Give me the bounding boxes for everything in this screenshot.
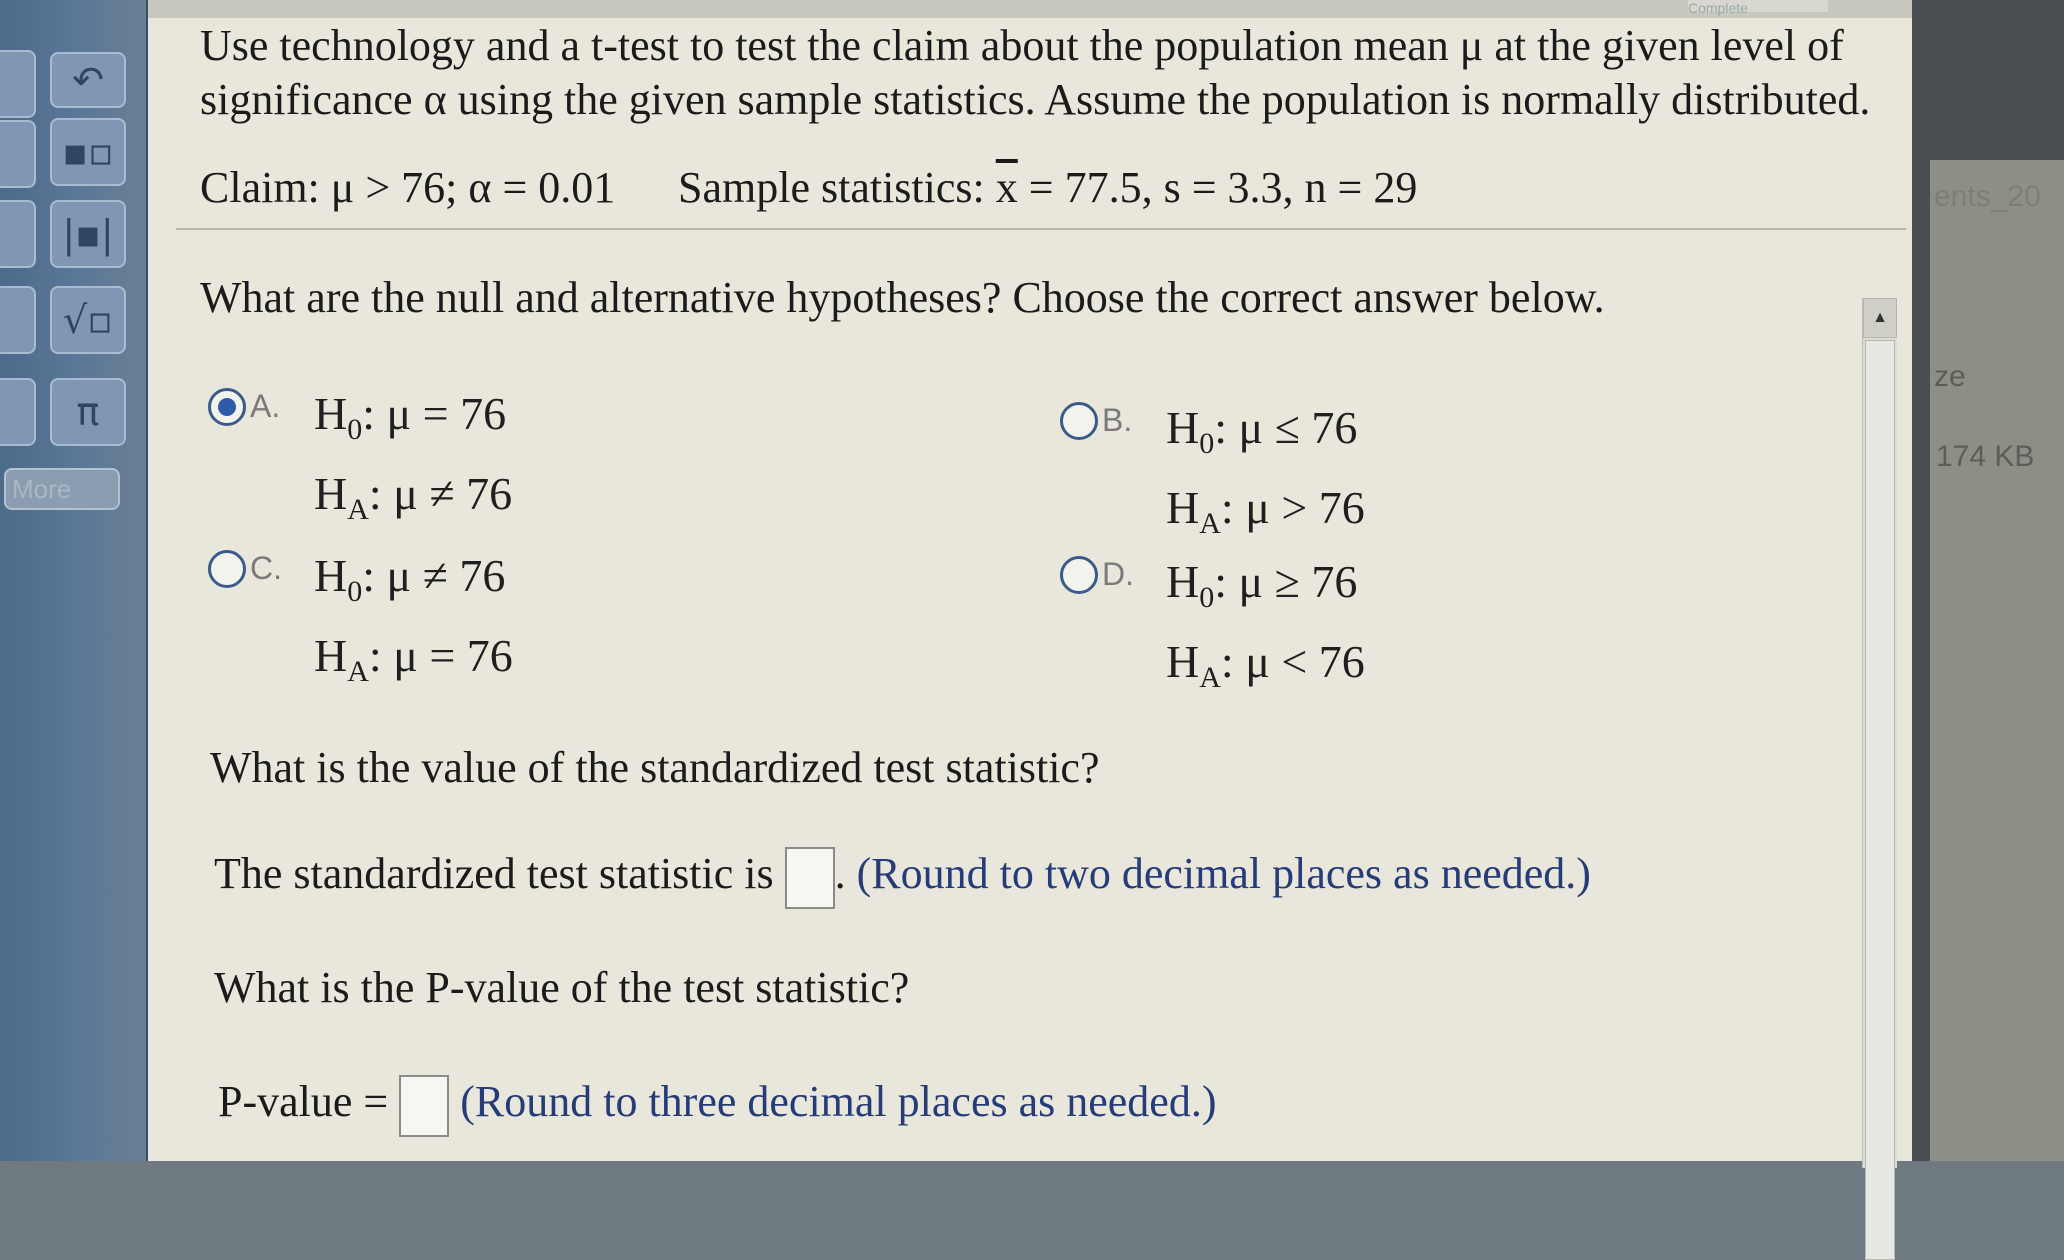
- sample-label: Sample statistics:: [678, 163, 985, 212]
- scroll-up-arrow-icon[interactable]: ▲: [1863, 298, 1897, 338]
- instructions-line-1: Use technology and a t-test to test the claim about the population mean μ at the given level of: [200, 21, 1844, 70]
- toolbar-partial-button[interactable]: [0, 286, 36, 354]
- square-root-icon[interactable]: √▫: [50, 286, 126, 354]
- test-statistic-lead: The standardized test statistic is: [214, 849, 774, 898]
- option-d-null: μ ≥ 76: [1238, 556, 1358, 607]
- more-button[interactable]: More: [4, 468, 120, 510]
- option-b-radio[interactable]: [1060, 402, 1098, 440]
- instructions-line-2: significance α using the given sample statistics. Assume the population is normally distributed.: [200, 75, 1871, 124]
- scroll-thumb[interactable]: [1865, 340, 1895, 1260]
- option-c-null: μ ≠ 76: [386, 550, 506, 601]
- option-b-hypotheses: $H_0$: μ ≤ 76 $H_A$: μ > 76: [1166, 402, 1365, 541]
- pi-icon[interactable]: π: [50, 378, 126, 446]
- option-a-null: μ = 76: [386, 388, 507, 439]
- test-statistic-prompt: What is the value of the standardized test statistic?: [210, 743, 1100, 792]
- option-c-radio[interactable]: [208, 550, 246, 588]
- sample-mean-symbol: $\overline{x}$: [995, 163, 1018, 212]
- p-value-row: [218, 1074, 1216, 1137]
- sample-statistics: [678, 160, 1417, 215]
- option-b-alt: μ > 76: [1245, 482, 1365, 534]
- toolbar-partial-button[interactable]: [0, 200, 36, 268]
- vertical-scrollbar[interactable]: [1862, 298, 1897, 1168]
- toolbar-partial-button[interactable]: [0, 50, 36, 118]
- toolbar-partial-button[interactable]: [0, 378, 36, 446]
- fraction-icon[interactable]: ▪▫: [50, 118, 126, 186]
- undo-icon[interactable]: ↶: [50, 52, 126, 108]
- background-window-panel: [1930, 160, 2064, 1161]
- option-d-hypotheses: $H_0$: μ ≥ 76 $H_A$: μ < 76: [1166, 556, 1365, 695]
- background-text-3: 174 KB: [1936, 440, 2035, 473]
- option-a-radio[interactable]: [208, 388, 246, 426]
- sample-values: = 77.5, s = 3.3, n = 29: [1017, 163, 1418, 212]
- divider: [176, 228, 1906, 230]
- option-d-radio[interactable]: [1060, 556, 1098, 594]
- option-b-null: μ ≤ 76: [1238, 402, 1358, 453]
- p-value-prompt: What is the P-value of the test statistic?: [214, 963, 910, 1012]
- question-panel: [148, 0, 1912, 1161]
- option-d-letter: D.: [1102, 556, 1134, 592]
- background-text-1: ents_20: [1934, 180, 2041, 213]
- background-text-2: ze: [1934, 360, 1966, 393]
- option-c-alt: μ = 76: [393, 630, 513, 682]
- option-b-letter: B.: [1102, 402, 1133, 438]
- option-a[interactable]: [208, 382, 512, 542]
- option-a-letter: A.: [250, 388, 281, 424]
- absolute-value-icon[interactable]: |▪|: [50, 200, 126, 268]
- complete-tab[interactable]: Complete: [1688, 0, 1828, 12]
- test-statistic-row: The standardized test statistic is . (Round to two decimal places as needed.): [214, 846, 1591, 909]
- option-c[interactable]: [208, 544, 513, 704]
- p-value-hint: (Round to three decimal places as needed.): [460, 1077, 1217, 1126]
- top-bar: [148, 0, 1912, 18]
- test-statistic-hint: (Round to two decimal places as needed.): [856, 849, 1591, 898]
- option-c-letter: C.: [250, 550, 282, 586]
- toolbar-partial-button[interactable]: [0, 120, 36, 188]
- hypotheses-prompt: What are the null and alternative hypotheses? Choose the correct answer below.: [200, 273, 1605, 322]
- option-d-alt: μ < 76: [1245, 636, 1365, 688]
- option-c-hypotheses: $H_0$: μ ≠ 76 $H_A$: μ = 76: [314, 550, 513, 689]
- test-statistic-input[interactable]: [785, 847, 835, 909]
- option-d[interactable]: [1060, 550, 1365, 710]
- math-toolbar: [0, 0, 148, 1161]
- option-a-hypotheses: $H_0$: μ = 76 $H_A$: μ ≠ 76: [314, 388, 513, 527]
- p-value-input[interactable]: [399, 1075, 449, 1137]
- claim-text: Claim: μ > 76; α = 0.01: [200, 163, 616, 212]
- option-a-alt: μ ≠ 76: [393, 468, 513, 520]
- option-b[interactable]: [1060, 396, 1365, 556]
- p-value-lead: P-value =: [218, 1077, 389, 1126]
